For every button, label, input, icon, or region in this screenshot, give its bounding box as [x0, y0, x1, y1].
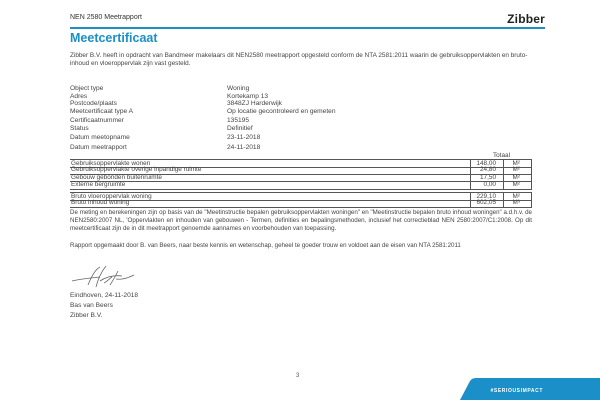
- document-title: Meetcertificaat: [70, 31, 158, 45]
- row-value: 148,00: [476, 159, 496, 167]
- field-label: Postcode/plaats: [70, 100, 117, 107]
- signoff-company: Zibber B.V.: [70, 312, 103, 319]
- methodology-paragraph: De meting en berekeningen zijn op basis van de "Meetinstructie bepalen gebruiksoppervlakten woningen" en "Meetinstructie bepalen bruto inhoud woningen" a.d.h.v. de NEN2580:2007 NL, 'Oppervlakten en inhouden van gebouwen - Termen, definities en bepalingsmethoden, inclusief het correctieblad NEN 2580:2007/C1:2008. Op dit meetcertificaat zijn de in dit meetrapport genoemde aannames en voorbehouden van toepassing.: [70, 209, 532, 232]
- field-label: Adres: [70, 92, 88, 100]
- signoff-place-date: Eindhoven, 24-11-2018: [70, 292, 139, 299]
- field-value: 3848ZJ Harderwijk: [227, 100, 282, 107]
- field-value: 24-11-2018: [227, 144, 261, 151]
- row-unit: M²: [512, 192, 520, 200]
- cell-divider: [470, 174, 471, 181]
- field-value: Woning: [227, 85, 250, 92]
- row-value: 0,00: [483, 181, 496, 188]
- cell-divider: [531, 200, 532, 207]
- field-label: Datum meetopname: [70, 134, 130, 141]
- field-value: 135195: [227, 117, 250, 124]
- row-name: Gebruiksoppervlakte wonen: [71, 159, 151, 167]
- intro-paragraph: Zibber B.V. heeft in opdracht van Bandmeer makelaars dit NEN2580 meetrapport opgesteld conform de NTA 2581:2011 waarin de gebruiksoppervlakten en bruto- inhoud en vloeroppervlak zijn vast gesteld.: [70, 52, 528, 67]
- cell-divider: [503, 174, 504, 181]
- row-value: 17,50: [480, 173, 496, 181]
- row-name: Bruto vloeroppervlak woning: [71, 192, 152, 200]
- field-label: Meetcertificaat type A: [70, 107, 134, 115]
- row-value: 229,10: [476, 192, 496, 200]
- row-unit: M³: [512, 199, 520, 206]
- cell-divider: [470, 167, 471, 174]
- row-unit: M²: [512, 159, 520, 167]
- row-name: Bruto inhoud woning: [71, 199, 130, 206]
- table-row: [70, 182, 532, 190]
- cell-divider: [470, 200, 471, 207]
- field-value: Kortekamp 13: [227, 92, 269, 100]
- cell-divider: [503, 182, 504, 189]
- row-name: Gebouw gebonden buitenruimte: [71, 173, 162, 181]
- row-unit: M²: [512, 173, 520, 181]
- row-name: Gebruiksoppervlakte overige inpandige ruimte: [71, 166, 202, 173]
- header-title: NEN 2580 Meetrapport: [70, 14, 142, 21]
- row-unit: M²: [512, 181, 520, 188]
- cell-divider: [531, 174, 532, 181]
- field-value: Op locatie gecontroleerd en gemeten: [227, 107, 336, 115]
- field-value: 23-11-2018: [227, 134, 261, 141]
- signature-image: [70, 263, 140, 291]
- table-row: [70, 200, 532, 208]
- zibber-logo: Zibber: [507, 12, 545, 26]
- table-header-totaal: Totaal: [492, 152, 510, 159]
- field-value: Definitief: [227, 124, 253, 132]
- header-divider: [70, 27, 545, 29]
- cell-divider: [503, 167, 504, 174]
- page-number: 3: [296, 373, 300, 379]
- field-label: Object type: [70, 85, 104, 92]
- footer-hashtag: #SERIOUSIMPACT: [490, 388, 543, 394]
- row-value: 24,80: [480, 166, 496, 173]
- row-unit: M²: [512, 166, 520, 173]
- cell-divider: [531, 182, 532, 189]
- cell-divider: [531, 167, 532, 174]
- field-label: Datum meetrapport: [70, 144, 127, 151]
- cell-divider: [503, 200, 504, 207]
- field-label: Certificaatnummer: [70, 117, 124, 124]
- field-label: Status: [70, 124, 89, 132]
- signoff-name: Bas van Beers: [70, 302, 113, 309]
- row-value: 602,05: [476, 199, 496, 206]
- row-name: Externe bergruimte: [71, 181, 126, 188]
- statement-paragraph: Rapport opgemaakt door B. van Beers, naar beste kennis en wetenschap, geheel te goeder trouw en voldoet aan de eisen van NTA 2581:2011: [70, 242, 461, 249]
- cell-divider: [470, 182, 471, 189]
